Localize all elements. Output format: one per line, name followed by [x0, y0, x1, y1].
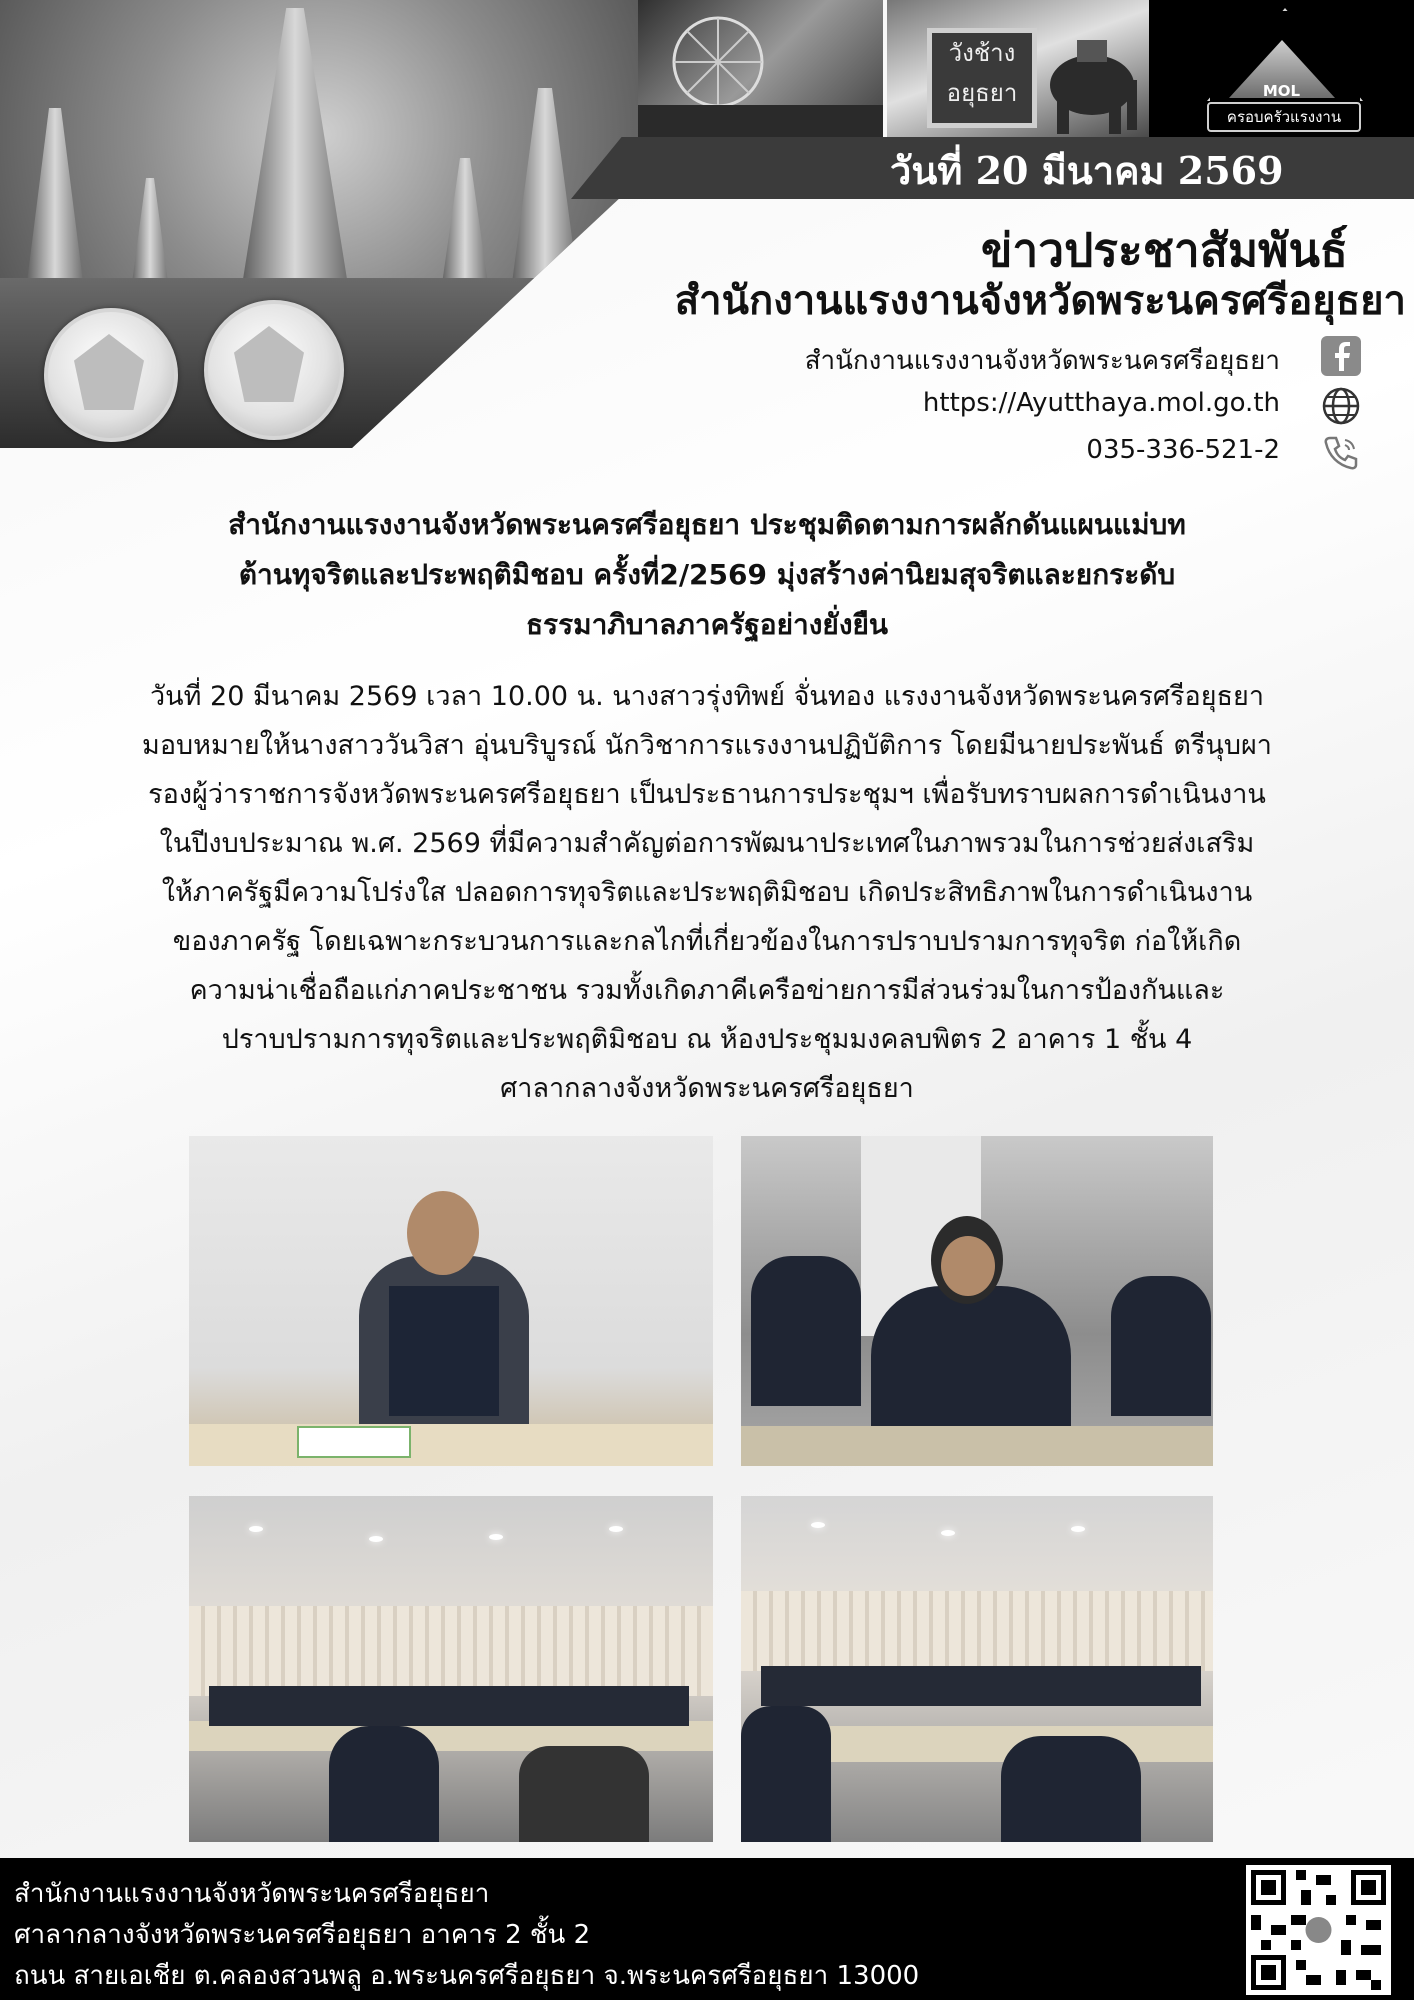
headline-line: สำนักงานแรงงานจังหวัดพระนครศรีอยุธยา ประชุมติดตามการผลักดันแผนแม่บท: [228, 508, 1186, 541]
meeting-photo-attendees: [741, 1136, 1213, 1466]
body-line: ของภาครัฐ โดยเฉพาะกระบวนการและกลไกที่เกี่ยวข้องในการปราบปรามการทุจริต ก่อให้เกิด: [172, 926, 1242, 957]
body-line: วันที่ 20 มีนาคม 2569 เวลา 10.00 น. นางสาวรุ่งทิพย์ จั่นทอง แรงงานจังหวัดพระนครศรีอยุธยา: [150, 681, 1264, 712]
headline-line: ธรรมาภิบาลภาครัฐอย่างยั่งยืน: [525, 608, 889, 641]
footer-address: ถนน สายเอเชีย ต.คลองสวนพลู อ.พระนครศรีอยุธยา จ.พระนครศรีอยุธยา 13000: [14, 1961, 920, 1991]
footer-office-name: สำนักงานแรงงานจังหวัดพระนครศรีอยุธยา: [14, 1879, 490, 1909]
phone-number: 035-336-521-2: [1086, 435, 1280, 465]
ferris-wheel-icon: [638, 0, 883, 137]
mol-logo: [1149, 0, 1414, 140]
body-line: รองผู้ว่าราชการจังหวัดพระนครศรีอยุธยา เป็นประธานการประชุมฯ เพื่อรับทราบผลการดำเนินงาน: [148, 779, 1266, 810]
main-prang-tower: [240, 8, 350, 298]
qr-code-icon[interactable]: [1246, 1865, 1391, 1995]
prang-tower: [440, 158, 490, 298]
prang-tower: [25, 108, 85, 298]
logo-tagline: ครอบครัวแรงงาน: [1207, 102, 1361, 132]
body-line: ในปีงบประมาณ พ.ศ. 2569 ที่มีความสำคัญต่อการพัฒนาประเทศในภาพรวมในการช่วยส่งเสริม: [159, 828, 1255, 859]
meeting-photo-chairman: [189, 1136, 713, 1466]
elephant-icon: [887, 0, 1149, 137]
body-line: ศาลากลางจังหวัดพระนครศรีอยุธยา: [500, 1073, 914, 1104]
website-link[interactable]: https://Ayutthaya.mol.go.th: [922, 388, 1280, 418]
prang-tower: [510, 88, 580, 298]
facebook-link[interactable]: สำนักงานแรงงานจังหวัดพระนครศรีอยุธยา: [804, 346, 1280, 376]
globe-icon[interactable]: [1318, 383, 1364, 429]
footer-building: ศาลากลางจังหวัดพระนครศรีอยุธยา อาคาร 2 ชั้น 2: [14, 1920, 591, 1950]
meeting-room-photo: [741, 1496, 1213, 1842]
province-seal: [204, 300, 344, 440]
meeting-room-photo: [189, 1496, 713, 1842]
article-headline: [80, 500, 1334, 650]
phone-icon: [1318, 430, 1364, 476]
kraal-sign: วังช้างอยุธยา: [927, 28, 1037, 128]
news-date: วันที่ 20 มีนาคม 2569: [890, 148, 1284, 193]
ministry-seal: [44, 308, 178, 442]
body-line: ปราบปรามการทุจริตและประพฤติมิชอบ ณ ห้องประชุมมงคลบพิตร 2 อาคาร 1 ชั้น 4: [221, 1024, 1193, 1055]
body-line: ความน่าเชื่อถือแก่ภาคประชาชน รวมทั้งเกิดภาคีเครือข่ายการมีส่วนร่วมในการป้องกันและ: [189, 975, 1225, 1006]
elephant-kraal-photo: [887, 0, 1149, 137]
page-subtitle: สำนักงานแรงงานจังหวัดพระนครศรีอยุธยา: [674, 277, 1406, 324]
body-line: ให้ภาครัฐมีความโปร่งใส ปลอดการทุจริตและประพฤติมิชอบ เกิดประสิทธิภาพในการดำเนินงาน: [161, 877, 1253, 908]
headline-line: ต้านทุจริตและประพฤติมิชอบ ครั้งที่2/2569 มุ่งสร้างค่านิยมสุจริตและยกระดับ: [238, 558, 1176, 591]
facebook-icon[interactable]: [1318, 333, 1364, 379]
article-body: [58, 672, 1356, 1113]
fair-photo: [638, 0, 883, 137]
logo-brand: MOL: [1262, 82, 1301, 100]
page-title: ข่าวประชาสัมพันธ์: [980, 223, 1348, 277]
body-line: มอบหมายให้นางสาววันวิสา อุ่นบริบูรณ์ นักวิชาการแรงงานปฏิบัติการ โดยมีนายประพันธ์ ตรีนุบผา: [142, 730, 1272, 761]
